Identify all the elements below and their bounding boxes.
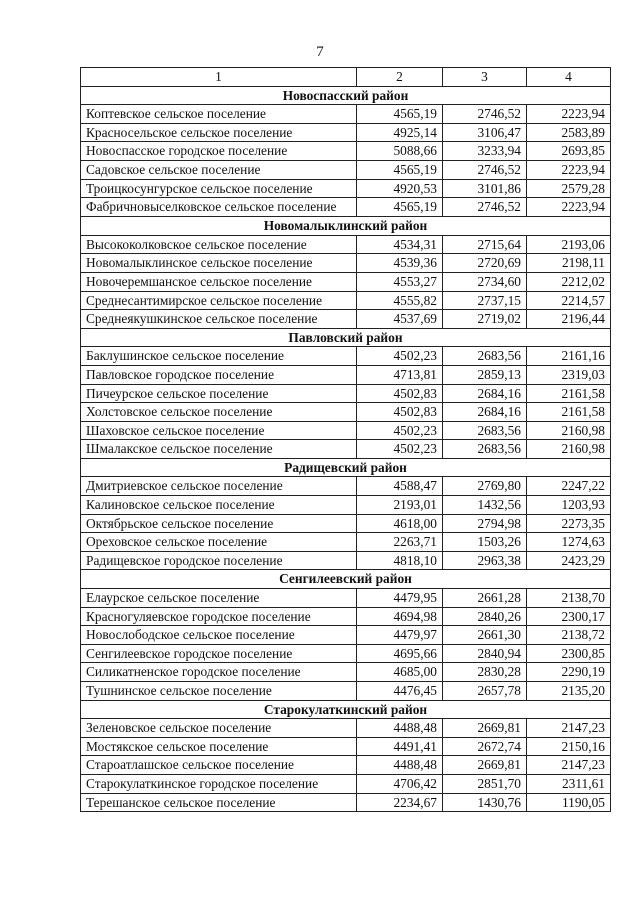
value-col4-cell: 2161,58	[527, 403, 611, 422]
district-header-row	[81, 217, 611, 236]
table-row	[81, 607, 611, 626]
settlement-name-cell: Сенгилеевское городское поселение	[81, 644, 357, 663]
table-row	[81, 235, 611, 254]
value-col3-cell: 2672,74	[443, 737, 527, 756]
header-cell-2: 2	[357, 68, 443, 87]
value-col2-cell: 4476,45	[357, 682, 443, 701]
value-col3-cell: 2657,78	[443, 682, 527, 701]
district-name: Новомалыклинский район	[81, 217, 611, 236]
table-row	[81, 663, 611, 682]
value-col3-cell: 2737,15	[443, 291, 527, 310]
value-col3-cell: 2794,98	[443, 514, 527, 533]
value-col4-cell: 2150,16	[527, 737, 611, 756]
header-row	[81, 68, 611, 87]
settlement-name-cell: Шаховское сельское поселение	[81, 421, 357, 440]
value-col2-cell: 4502,23	[357, 440, 443, 459]
value-col4-cell: 2223,94	[527, 105, 611, 124]
value-col3-cell: 2769,80	[443, 477, 527, 496]
settlement-name-cell: Мостякское сельское поселение	[81, 737, 357, 756]
table-row	[81, 160, 611, 179]
table-row	[81, 477, 611, 496]
table-row	[81, 403, 611, 422]
table-row	[81, 310, 611, 329]
value-col3-cell: 2734,60	[443, 272, 527, 291]
table-row	[81, 291, 611, 310]
page-number: 7	[316, 44, 324, 60]
value-col2-cell: 4539,36	[357, 254, 443, 273]
value-col4-cell: 1274,63	[527, 533, 611, 552]
settlement-table	[80, 67, 611, 812]
value-col4-cell: 2423,29	[527, 551, 611, 570]
value-col2-cell: 4502,23	[357, 421, 443, 440]
table-row	[81, 644, 611, 663]
settlement-name-cell: Новочеремшанское сельское поселение	[81, 272, 357, 291]
value-col4-cell: 2138,72	[527, 626, 611, 645]
value-col4-cell: 2161,16	[527, 347, 611, 366]
settlement-name-cell: Красногуляевское городское поселение	[81, 607, 357, 626]
district-name: Сенгилеевский район	[81, 570, 611, 589]
value-col3-cell: 2851,70	[443, 774, 527, 793]
value-col3-cell: 2746,52	[443, 160, 527, 179]
value-col2-cell: 2193,01	[357, 496, 443, 515]
table-row	[81, 272, 611, 291]
value-col2-cell: 4685,00	[357, 663, 443, 682]
value-col3-cell: 2830,28	[443, 663, 527, 682]
table-row	[81, 105, 611, 124]
value-col2-cell: 4488,48	[357, 719, 443, 738]
value-col2-cell: 4565,19	[357, 160, 443, 179]
settlement-name-cell: Среднеякушкинское сельское поселение	[81, 310, 357, 329]
value-col4-cell: 2223,94	[527, 198, 611, 217]
value-col2-cell: 4502,83	[357, 403, 443, 422]
value-col3-cell: 2683,56	[443, 440, 527, 459]
value-col3-cell: 1503,26	[443, 533, 527, 552]
value-col3-cell: 2683,56	[443, 347, 527, 366]
settlement-name-cell: Октябрьское сельское поселение	[81, 514, 357, 533]
value-col2-cell: 4694,98	[357, 607, 443, 626]
value-col3-cell: 2720,69	[443, 254, 527, 273]
settlement-name-cell: Тушнинское сельское поселение	[81, 682, 357, 701]
value-col2-cell: 4695,66	[357, 644, 443, 663]
table-row	[81, 179, 611, 198]
value-col2-cell: 4553,27	[357, 272, 443, 291]
value-col2-cell: 5088,66	[357, 142, 443, 161]
header-cell-3: 3	[443, 68, 527, 87]
district-header-row	[81, 570, 611, 589]
district-name: Павловский район	[81, 328, 611, 347]
value-col4-cell: 2273,35	[527, 514, 611, 533]
settlement-name-cell: Калиновское сельское поселение	[81, 496, 357, 515]
settlement-name-cell: Красносельское сельское поселение	[81, 123, 357, 142]
value-col2-cell: 4555,82	[357, 291, 443, 310]
value-col4-cell: 2161,58	[527, 384, 611, 403]
settlement-name-cell: Холстовское сельское поселение	[81, 403, 357, 422]
table-row	[81, 198, 611, 217]
table-row	[81, 793, 611, 812]
value-col2-cell: 4565,19	[357, 198, 443, 217]
value-col2-cell: 4706,42	[357, 774, 443, 793]
value-col4-cell: 1190,05	[527, 793, 611, 812]
value-col3-cell: 2684,16	[443, 403, 527, 422]
settlement-name-cell: Высококолковское сельское поселение	[81, 235, 357, 254]
table-row	[81, 384, 611, 403]
table-row	[81, 365, 611, 384]
value-col4-cell: 2223,94	[527, 160, 611, 179]
settlement-name-cell: Фабричновыселковское сельское поселение	[81, 198, 357, 217]
value-col2-cell: 4502,83	[357, 384, 443, 403]
value-col2-cell: 2234,67	[357, 793, 443, 812]
value-col4-cell: 1203,93	[527, 496, 611, 515]
settlement-name-cell: Садовское сельское поселение	[81, 160, 357, 179]
value-col2-cell: 4713,81	[357, 365, 443, 384]
value-col2-cell: 4565,19	[357, 105, 443, 124]
value-col4-cell: 2579,28	[527, 179, 611, 198]
value-col4-cell: 2311,61	[527, 774, 611, 793]
district-name: Старокулаткинский район	[81, 700, 611, 719]
value-col3-cell: 2661,28	[443, 589, 527, 608]
settlement-name-cell: Новомалыклинское сельское поселение	[81, 254, 357, 273]
value-col2-cell: 4588,47	[357, 477, 443, 496]
value-col3-cell: 2840,26	[443, 607, 527, 626]
value-col3-cell: 2746,52	[443, 105, 527, 124]
table-row	[81, 421, 611, 440]
table-row	[81, 737, 611, 756]
header-cell-1: 1	[81, 68, 357, 87]
district-header-row	[81, 328, 611, 347]
table-row	[81, 123, 611, 142]
district-name: Радищевский район	[81, 458, 611, 477]
table-row	[81, 533, 611, 552]
value-col4-cell: 2160,98	[527, 440, 611, 459]
settlement-name-cell: Ореховское сельское поселение	[81, 533, 357, 552]
value-col4-cell: 2583,89	[527, 123, 611, 142]
settlement-name-cell: Коптевское сельское поселение	[81, 105, 357, 124]
value-col3-cell: 2669,81	[443, 719, 527, 738]
value-col4-cell: 2193,06	[527, 235, 611, 254]
value-col3-cell: 2661,30	[443, 626, 527, 645]
table-row	[81, 589, 611, 608]
settlement-name-cell: Троицкосунгурское сельское поселение	[81, 179, 357, 198]
settlement-name-cell: Зеленовское сельское поселение	[81, 719, 357, 738]
table-row	[81, 719, 611, 738]
value-col2-cell: 4491,41	[357, 737, 443, 756]
value-col3-cell: 2746,52	[443, 198, 527, 217]
value-col2-cell: 4925,14	[357, 123, 443, 142]
value-col4-cell: 2196,44	[527, 310, 611, 329]
value-col3-cell: 1430,76	[443, 793, 527, 812]
value-col2-cell: 4534,31	[357, 235, 443, 254]
value-col3-cell: 2683,56	[443, 421, 527, 440]
value-col3-cell: 2859,13	[443, 365, 527, 384]
table-row	[81, 774, 611, 793]
value-col4-cell: 2138,70	[527, 589, 611, 608]
value-col4-cell: 2300,17	[527, 607, 611, 626]
value-col4-cell: 2147,23	[527, 756, 611, 775]
value-col4-cell: 2147,23	[527, 719, 611, 738]
value-col3-cell: 2669,81	[443, 756, 527, 775]
settlement-name-cell: Среднесантимирское сельское поселение	[81, 291, 357, 310]
settlement-name-cell: Новоспасское городское поселение	[81, 142, 357, 161]
value-col4-cell: 2693,85	[527, 142, 611, 161]
value-col3-cell: 1432,56	[443, 496, 527, 515]
settlement-name-cell: Терешанское сельское поселение	[81, 793, 357, 812]
value-col2-cell: 4537,69	[357, 310, 443, 329]
table-row	[81, 682, 611, 701]
value-col3-cell: 3101,86	[443, 179, 527, 198]
settlement-name-cell: Пичеурское сельское поселение	[81, 384, 357, 403]
table-row	[81, 626, 611, 645]
value-col4-cell: 2300,85	[527, 644, 611, 663]
table-row	[81, 440, 611, 459]
settlement-name-cell: Павловское городское поселение	[81, 365, 357, 384]
value-col2-cell: 4618,00	[357, 514, 443, 533]
settlement-name-cell: Староатлашское сельское поселение	[81, 756, 357, 775]
table-row	[81, 142, 611, 161]
value-col4-cell: 2214,57	[527, 291, 611, 310]
settlement-name-cell: Радищевское городское поселение	[81, 551, 357, 570]
value-col2-cell: 4818,10	[357, 551, 443, 570]
settlement-name-cell: Новослободское сельское поселение	[81, 626, 357, 645]
value-col3-cell: 3233,94	[443, 142, 527, 161]
settlement-name-cell: Дмитриевское сельское поселение	[81, 477, 357, 496]
value-col4-cell: 2212,02	[527, 272, 611, 291]
value-col4-cell: 2247,22	[527, 477, 611, 496]
settlement-name-cell: Елаурское сельское поселение	[81, 589, 357, 608]
value-col3-cell: 2963,38	[443, 551, 527, 570]
value-col3-cell: 2719,02	[443, 310, 527, 329]
settlement-name-cell: Шмалакское сельское поселение	[81, 440, 357, 459]
district-header-row	[81, 86, 611, 105]
district-header-row	[81, 458, 611, 477]
value-col3-cell: 2715,64	[443, 235, 527, 254]
value-col3-cell: 2684,16	[443, 384, 527, 403]
value-col2-cell: 4479,97	[357, 626, 443, 645]
value-col3-cell: 2840,94	[443, 644, 527, 663]
settlement-name-cell: Старокулаткинское городское поселение	[81, 774, 357, 793]
value-col4-cell: 2198,11	[527, 254, 611, 273]
value-col4-cell: 2160,98	[527, 421, 611, 440]
table-row	[81, 756, 611, 775]
table-row	[81, 514, 611, 533]
table-row	[81, 254, 611, 273]
value-col3-cell: 3106,47	[443, 123, 527, 142]
settlement-name-cell: Баклушинское сельское поселение	[81, 347, 357, 366]
value-col2-cell: 4502,23	[357, 347, 443, 366]
settlement-name-cell: Силикатненское городское поселение	[81, 663, 357, 682]
value-col2-cell: 4920,53	[357, 179, 443, 198]
table-row	[81, 551, 611, 570]
value-col2-cell: 4479,95	[357, 589, 443, 608]
value-col4-cell: 2319,03	[527, 365, 611, 384]
value-col2-cell: 4488,48	[357, 756, 443, 775]
header-cell-4: 4	[527, 68, 611, 87]
value-col4-cell: 2135,20	[527, 682, 611, 701]
value-col2-cell: 2263,71	[357, 533, 443, 552]
table-row	[81, 496, 611, 515]
table-body	[81, 68, 611, 812]
district-header-row	[81, 700, 611, 719]
value-col4-cell: 2290,19	[527, 663, 611, 682]
table-row	[81, 347, 611, 366]
district-name: Новоспасский район	[81, 86, 611, 105]
